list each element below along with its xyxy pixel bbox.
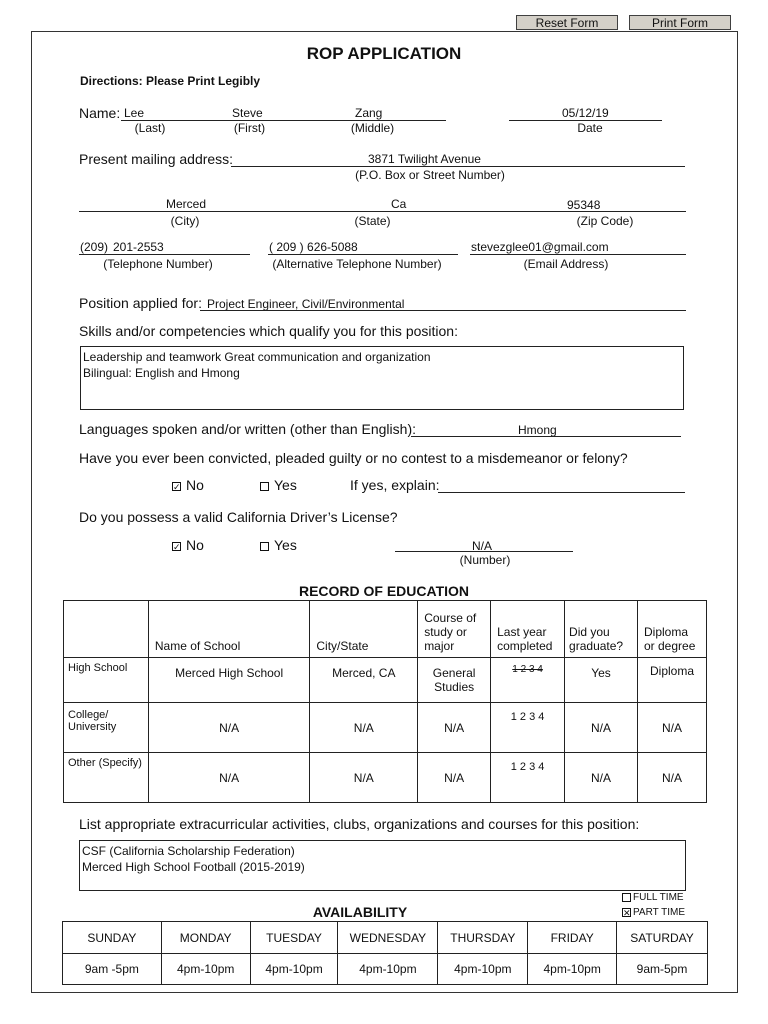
school-value[interactable]: N/A xyxy=(148,703,310,753)
hours-sunday[interactable]: 9am -5pm xyxy=(63,954,162,985)
license-no-label: No xyxy=(186,537,204,553)
license-number-underline xyxy=(395,551,573,552)
phone-value[interactable]: 201-2553 xyxy=(113,240,164,254)
license-question: Do you possess a valid California Driver’s License? xyxy=(79,509,398,525)
hours-friday[interactable]: 4pm-10pm xyxy=(528,954,617,985)
header-graduate: Did you graduate? xyxy=(565,601,638,658)
availability-table xyxy=(62,921,708,985)
convicted-yes-label: Yes xyxy=(274,477,297,493)
school-value[interactable]: Merced High School xyxy=(148,658,310,703)
directions: Directions: Please Print Legibly xyxy=(80,74,261,88)
position-underline xyxy=(200,310,686,311)
degree-value[interactable]: N/A xyxy=(638,703,707,753)
day-saturday: SATURDAY xyxy=(617,922,708,954)
last-caption: (Last) xyxy=(134,121,166,135)
license-yes-option[interactable] xyxy=(260,537,297,553)
hours-row xyxy=(63,954,708,985)
phone-caption: (Telephone Number) xyxy=(103,257,213,271)
header-course: Course of study or major xyxy=(418,601,491,658)
languages-label: Languages spoken and/or written (other than English): xyxy=(79,421,416,437)
table-row xyxy=(64,658,707,703)
city-caption: (City) xyxy=(170,214,200,228)
row-type: College/ University xyxy=(64,703,149,753)
zip-caption: (Zip Code) xyxy=(576,214,634,228)
date-value[interactable]: 05/12/19 xyxy=(562,106,609,120)
middle-caption: (Middle) xyxy=(350,121,395,135)
day-sunday: SUNDAY xyxy=(63,922,162,954)
city-state-value[interactable]: Merced, CA xyxy=(310,658,418,703)
middle-name-value[interactable]: Zang xyxy=(355,106,383,120)
license-yes-label: Yes xyxy=(274,537,297,553)
table-row xyxy=(64,703,707,753)
course-value[interactable]: N/A xyxy=(418,703,491,753)
day-tuesday: TUESDAY xyxy=(250,922,338,954)
alt-phone-caption: (Alternative Telephone Number) xyxy=(272,257,442,271)
course-value[interactable]: N/A xyxy=(418,753,491,803)
position-label: Position applied for: xyxy=(79,295,202,311)
graduate-value[interactable]: N/A xyxy=(565,703,638,753)
checkbox-x-icon[interactable]: ✕ xyxy=(623,907,631,918)
header-school: Name of School xyxy=(148,601,310,658)
languages-value[interactable]: Hmong xyxy=(518,423,557,437)
state-value[interactable]: Ca xyxy=(391,197,407,211)
convicted-no-label: No xyxy=(186,477,204,493)
city-state-value[interactable]: N/A xyxy=(310,753,418,803)
hours-wednesday[interactable]: 4pm-10pm xyxy=(338,954,438,985)
extracurricular-line-1: CSF (California Scholarship Federation) xyxy=(82,844,295,858)
day-thursday: THURSDAY xyxy=(438,922,528,954)
convicted-question: Have you ever been convicted, pleaded guilty or no contest to a misdemeanor or felony? xyxy=(79,450,628,466)
checkbox-empty-icon[interactable] xyxy=(260,542,269,551)
header-last-year: Last year completed xyxy=(491,601,565,658)
explain-label: If yes, explain: xyxy=(350,477,440,493)
day-friday: FRIDAY xyxy=(528,922,617,954)
full-time-label: FULL TIME xyxy=(633,892,684,903)
page-title: ROP APPLICATION xyxy=(306,44,462,63)
school-value[interactable]: N/A xyxy=(148,753,310,803)
education-title: RECORD OF EDUCATION xyxy=(298,583,470,599)
print-form-button[interactable]: Print Form xyxy=(629,15,731,30)
degree-value[interactable]: N/A xyxy=(638,753,707,803)
address-label: Present mailing address: xyxy=(79,151,234,167)
alt-phone-value[interactable]: ( 209 ) 626-5088 xyxy=(269,240,358,254)
header-city: City/State xyxy=(310,601,418,658)
extracurricular-line-2: Merced High School Football (2015-2019) xyxy=(82,860,305,874)
street-underline xyxy=(231,166,685,167)
skills-line-2: Bilingual: English and Hmong xyxy=(83,366,240,380)
date-caption: Date xyxy=(577,121,603,135)
row-type: Other (Specify) xyxy=(64,753,149,803)
header-blank xyxy=(64,601,149,658)
graduate-value[interactable]: Yes xyxy=(565,658,638,703)
extracurricular-textarea[interactable] xyxy=(79,840,686,891)
hours-thursday[interactable]: 4pm-10pm xyxy=(438,954,528,985)
checkbox-checked-icon[interactable]: ✓ xyxy=(173,541,181,552)
table-row xyxy=(64,753,707,803)
name-label: Name: xyxy=(79,105,121,121)
first-caption: (First) xyxy=(233,121,266,135)
license-number-value[interactable]: N/A xyxy=(472,539,493,553)
checkbox-checked-icon[interactable]: ✓ xyxy=(173,481,181,492)
years-value[interactable]: 1 2 3 4 xyxy=(491,703,565,753)
email-underline xyxy=(470,254,686,255)
email-caption: (Email Address) xyxy=(523,257,609,271)
city-value[interactable]: Merced xyxy=(166,197,207,211)
years-value[interactable]: 1 2 3 4 xyxy=(491,753,565,803)
license-number-caption: (Number) xyxy=(459,553,511,567)
course-value[interactable]: General Studies xyxy=(418,658,491,703)
degree-value[interactable]: Diploma xyxy=(638,658,707,703)
skills-label: Skills and/or competencies which qualify you for this position: xyxy=(79,323,458,339)
languages-underline xyxy=(411,436,681,437)
extracurricular-label: List appropriate extracurricular activities, clubs, organizations and courses for this position: xyxy=(79,816,640,832)
part-time-option[interactable] xyxy=(622,907,685,918)
street-value[interactable]: 3871 Twilight Avenue xyxy=(368,152,481,166)
email-value[interactable]: stevezglee01@gmail.com xyxy=(471,240,609,254)
skills-textarea[interactable] xyxy=(80,346,684,410)
convicted-no-option[interactable] xyxy=(172,477,204,493)
phone-area-value[interactable]: (209) xyxy=(80,240,109,254)
explain-underline xyxy=(438,492,685,493)
availability-title: AVAILABILITY xyxy=(312,904,408,920)
part-time-label: PART TIME xyxy=(633,907,686,918)
day-wednesday: WEDNESDAY xyxy=(338,922,438,954)
position-value[interactable]: Project Engineer, Civil/Environmental xyxy=(207,297,405,311)
zip-value[interactable]: 95348 xyxy=(567,198,601,212)
first-name-value[interactable]: Steve xyxy=(232,106,263,120)
license-no-option[interactable] xyxy=(172,537,204,553)
hours-monday[interactable]: 4pm-10pm xyxy=(161,954,250,985)
phone-underline xyxy=(79,254,250,255)
graduate-value[interactable]: N/A xyxy=(565,753,638,803)
reset-form-button[interactable]: Reset Form xyxy=(516,15,618,30)
convicted-yes-option[interactable] xyxy=(260,477,297,493)
day-monday: MONDAY xyxy=(161,922,250,954)
checkbox-empty-icon[interactable] xyxy=(260,482,269,491)
state-caption: (State) xyxy=(354,214,391,228)
full-time-option[interactable] xyxy=(622,892,684,903)
skills-line-1: Leadership and teamwork Great communication and organization xyxy=(83,350,431,364)
checkbox-empty-icon[interactable] xyxy=(622,893,631,902)
hours-tuesday[interactable]: 4pm-10pm xyxy=(250,954,338,985)
last-name-value[interactable]: Lee xyxy=(124,106,145,120)
city-state-zip-underline xyxy=(79,211,686,212)
alt-phone-underline xyxy=(268,254,458,255)
row-type: High School xyxy=(64,658,149,703)
years-value[interactable]: 1 2 3 4 xyxy=(491,658,565,703)
city-state-value[interactable]: N/A xyxy=(310,703,418,753)
street-caption: (P.O. Box or Street Number) xyxy=(355,168,505,182)
days-row xyxy=(63,922,708,954)
hours-saturday[interactable]: 9am-5pm xyxy=(617,954,708,985)
header-degree: Diploma or degree xyxy=(638,601,707,658)
education-table xyxy=(63,600,707,803)
education-header-row xyxy=(64,601,707,658)
